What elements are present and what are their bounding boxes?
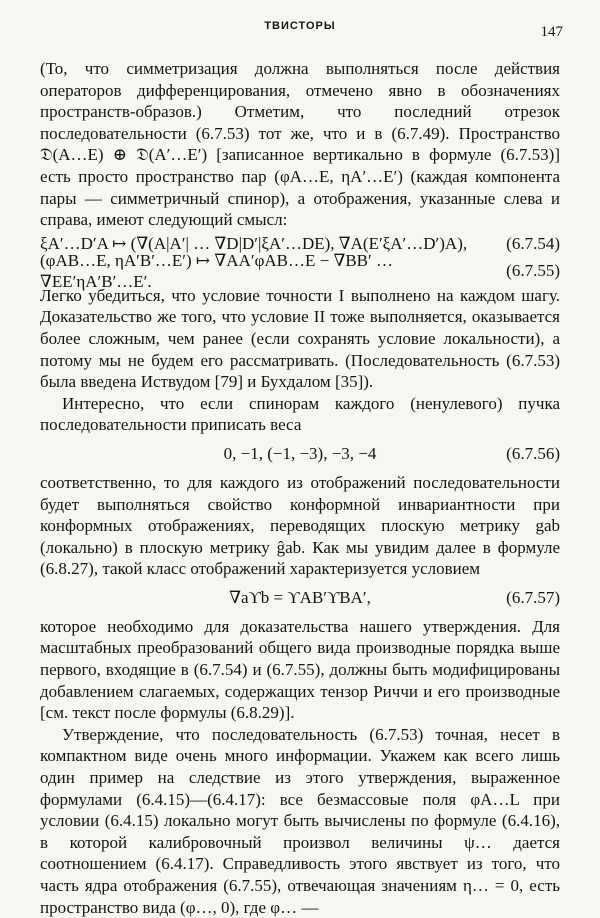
equation-expression: 0, −1, (−1, −3), −3, −4 (223, 444, 377, 464)
paragraph-1: (То, что симметризация должна выполняться после действия операторов дифференцирования, отмечено явно в обозначениях пространств-образов.) Отметим, что последний отрезок последовательности (6.7.53) тот же, что и в (6.7.49). Пространство 𝔇(A…E) ⊕ 𝔇(A′…E′) [записанное вертикально в формуле (6.7.53)] есть просто пространство пар (φA…E, ηA′…E′) (каждая компонента пары — симметричный спинор), а отображения, указанные слева и справа, имеют следующий смысл: (40, 59, 560, 230)
page-number: 147 (540, 24, 563, 40)
equation-expression: ∇aϒb = ϒAB′ϒBA′, (229, 588, 371, 608)
equation-number: (6.7.55) (506, 261, 560, 281)
equation-number: (6.7.54) (506, 234, 560, 254)
equation-6-7-56 (40, 436, 560, 472)
paragraph-6: Утверждение, что последовательность (6.7.53) точная, несет в компактном виде очень много информации. Укажем как всего лишь один пример на следствие из этого утверждения, выраженное формулами (6.4.15)—(6.4.17): все безмассовые поля φA…L при условии (6.4.15) локально могут быть вычислены по формуле (6.4.16), в которой калибровочный произвол величины ψ… дается соотношением (6.4.17). Справедливость этого явствует из того, что часть ядра отображения (6.7.55), отвечающая значениям η… = 0, есть пространство вида (φ…, 0), где φ… — (40, 724, 560, 917)
body-text (40, 58, 560, 918)
equation-expression: (φAB…E, ηA′B′…E′) ↦ ∇AA′φAB…E − ∇BB′ … ∇EE′ηA′B′…E′. (40, 250, 393, 292)
paragraph-4: соответственно, то для каждого из отображений последовательности будет выполняться свойство конформной инвариантности при конформных отображениях, переводящих плоскую метрику gab (локально) в плоскую метрику ĝab. Как мы увидим далее в формуле (6.8.27), такой класс отображений характеризуется условием (40, 472, 560, 579)
running-head: ТВИСТОРЫ (264, 20, 336, 32)
page-header (0, 16, 600, 40)
equation-number: (6.7.57) (506, 588, 560, 608)
paragraph-5: которое необходимо для доказательства нашего утверждения. Для масштабных преобразований общего вида производные порядка выше первого, входящие в (6.7.54) и (6.7.55), должны быть модифицированы добавлением слагаемых, содержащих тензор Риччи и его производные [см. текст после формулы (6.8.29)]. (40, 616, 560, 723)
equation-expression: ξA′…D′A ↦ (∇(A|A′| … ∇D|D′|ξA′…DE), ∇A(E′ξA′…D′)A), (40, 234, 468, 254)
equation-6-7-55 (40, 250, 560, 292)
paragraph-2: Легко убедиться, что условие точности I выполнено на каждом шагу. Доказательство же того, что условие II тоже выполняется, оказывается более сложным, чем ранее (если сохранять условие локальности), а потому мы не будем его рассматривать. (Последовательность (6.7.53) была введена Иствудом [79] и Бухдалом [35]). (40, 285, 560, 392)
equation-6-7-57 (40, 580, 560, 616)
paragraph-3: Интересно, что если спинорам каждого (ненулевого) пучка последовательности приписать веса (40, 393, 560, 435)
equation-number: (6.7.56) (506, 444, 560, 464)
